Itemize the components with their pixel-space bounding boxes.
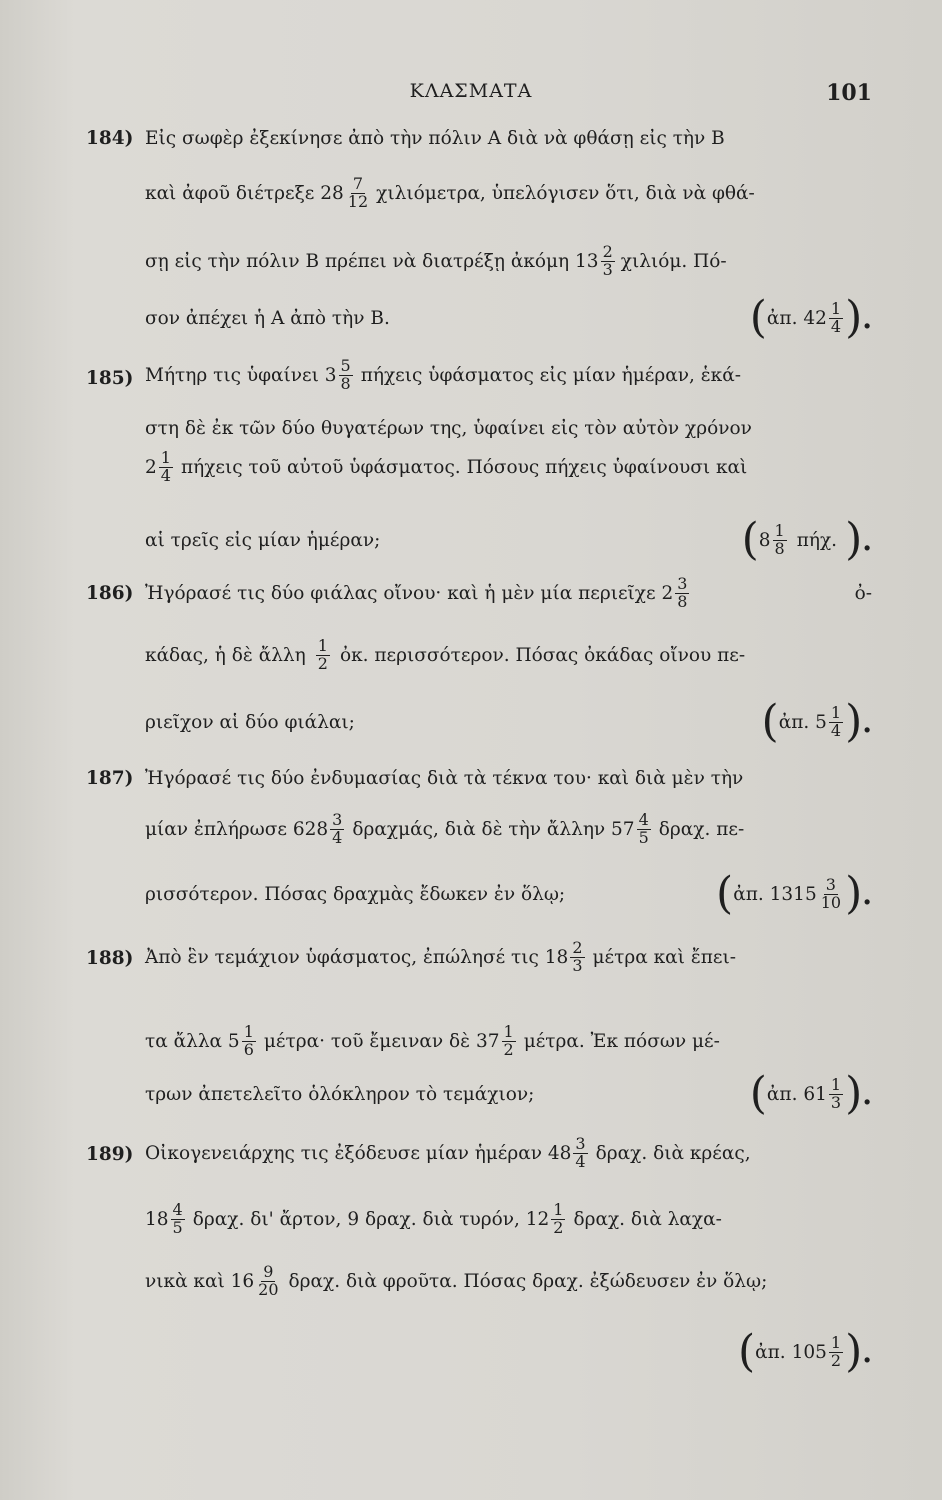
fraction — [601, 244, 615, 279]
text-segment: ὀ- — [854, 582, 872, 604]
fraction — [242, 1024, 256, 1059]
denominator: 3 — [602, 259, 613, 279]
problem-line — [145, 450, 872, 485]
problem-line — [145, 1024, 872, 1059]
denominator: 20 — [258, 1279, 279, 1299]
numerator: 1 — [830, 1332, 842, 1352]
denominator: 8 — [340, 373, 351, 393]
text-segment: ριεῖχον αἱ δύο φιάλαι; — [145, 711, 355, 733]
numerator: 3 — [677, 574, 688, 593]
problem-line — [145, 244, 872, 279]
answer-label: ἀπ. 1315 — [733, 883, 817, 905]
denominator: 3 — [830, 1092, 842, 1112]
answer: ( ἀπ. 42 $\frac{1}{4}$ ) . — [749, 292, 872, 343]
problem-line — [145, 1136, 872, 1171]
problem-number: 186) — [86, 583, 134, 604]
denominator: 5 — [172, 1217, 183, 1237]
denominator: 3 — [572, 955, 583, 975]
answer-label: ἀπ. 61 — [766, 1083, 827, 1105]
text-segment: νικὰ καὶ 16 — [145, 1270, 255, 1292]
problem-line — [145, 576, 872, 611]
text-segment: χιλιόμ. Πό- — [620, 250, 727, 272]
denominator: 4 — [332, 827, 343, 847]
text-segment: σῃ εἰς τὴν πόλιν Β πρέπει νὰ διατρέξῃ ἀκόμη 13 — [145, 250, 599, 272]
numerator: 1 — [317, 636, 328, 655]
fraction — [346, 176, 370, 211]
numerator: 3 — [825, 874, 836, 894]
denominator: 2 — [503, 1039, 514, 1059]
problem-line — [145, 696, 872, 747]
text-segment: ὀκ. περισσότερον. Πόσας ὀκάδας οἴνου πε- — [339, 644, 746, 666]
problem-number: 187) — [86, 768, 134, 789]
numerator: 1 — [553, 1200, 564, 1219]
fraction — [819, 874, 843, 912]
text-segment: μέτρα· τοῦ ἔμειναν δὲ 37 — [263, 1030, 500, 1052]
numerator: 2 — [572, 938, 583, 957]
denominator: 2 — [830, 1350, 842, 1370]
numerator: 1 — [830, 702, 842, 722]
denominator: 12 — [347, 191, 369, 211]
fraction — [637, 812, 651, 847]
text-segment: Ἀπὸ ἓν τεμάχιον ὑφάσματος, ἐπώλησέ τις 18 — [145, 946, 569, 968]
numerator: 4 — [172, 1200, 183, 1219]
denominator: 2 — [317, 653, 328, 673]
answer: ( ἀπ. 61 $\frac{1}{3}$ ) . — [749, 1068, 872, 1119]
numerator: 1 — [160, 448, 171, 467]
answer-label: ἀπ. 105 — [755, 1341, 827, 1363]
denominator: 8 — [677, 591, 688, 611]
fraction — [829, 702, 843, 740]
text-segment: πήχεις ὑφάσματος εἰς μίαν ἡμέραν, ἑκά- — [360, 364, 741, 386]
text-segment: δραχμάς, διὰ δὲ τὴν ἄλλην 57 — [352, 818, 635, 840]
text-segment: ρισσότερον. Πόσας δραχμὰς ἔδωκεν ἐν ὅλῳ; — [145, 883, 566, 905]
denominator: 8 — [774, 538, 785, 558]
denominator: 4 — [160, 465, 171, 485]
problem-line — [145, 638, 872, 673]
problem-line: στη δὲ ἐκ τῶν δύο θυγατέρων της, ὑφαίνει εἰς τὸν αὐτὸν χρόνον — [145, 418, 752, 439]
numerator: 5 — [340, 356, 351, 375]
denominator: 4 — [830, 720, 842, 740]
problem-number: 188) — [86, 948, 134, 969]
text-segment: τα ἄλλα 5 — [145, 1030, 240, 1052]
answer: ( ἀπ. 5 $\frac{1}{4}$ ) . — [761, 696, 872, 747]
numerator: 1 — [774, 520, 785, 540]
problem-line — [145, 940, 872, 975]
fraction — [551, 1202, 565, 1237]
problem-number: 185) — [86, 368, 134, 389]
numerator: 2 — [602, 242, 613, 261]
text-segment: δραχ. διὰ λαχα- — [573, 1208, 722, 1230]
text-segment: Ἠγόρασέ τις δύο φιάλας οἴνου· καὶ ἡ μὲν μία περιεῖχε 2 — [145, 582, 674, 604]
numerator: 9 — [263, 1262, 274, 1281]
problem-line — [145, 176, 872, 211]
numerator: 7 — [352, 174, 364, 193]
problem-line — [145, 1264, 872, 1299]
text-segment: Μήτηρ τις ὑφαίνει 3 — [145, 364, 337, 386]
denominator: 4 — [575, 1151, 586, 1171]
text-segment: μίαν ἐπλήρωσε 628 — [145, 818, 329, 840]
text-segment: δραχ. δι' ἄρτον, 9 δραχ. διὰ τυρόν, 12 — [192, 1208, 550, 1230]
problem-line — [145, 1326, 872, 1377]
fraction — [256, 1264, 280, 1299]
text-segment: δραχ. διὰ κρέας, — [595, 1142, 751, 1164]
text-segment: κάδας, ἡ δὲ ἄλλη — [145, 644, 306, 666]
answer-label: ἀπ. 5 — [778, 711, 827, 733]
fraction — [829, 1074, 843, 1112]
text-segment: τρων ἀπετελεῖτο ὁλόκληρον τὸ τεμάχιον; — [145, 1083, 535, 1105]
fraction — [570, 940, 584, 975]
answer-label: ἀπ. 42 — [766, 307, 827, 329]
denominator: 4 — [830, 316, 842, 336]
answer-label: 8 — [758, 529, 771, 551]
numerator: 4 — [638, 810, 649, 829]
text-segment: δραχ. πε- — [658, 818, 745, 840]
fraction — [573, 1136, 587, 1171]
text-segment: δραχ. διὰ φροῦτα. Πόσας δραχ. ἐξώδευσεν ἐν ὅλῳ; — [288, 1270, 768, 1292]
numerator: 1 — [830, 298, 842, 318]
page-title: ΚΛΑΣΜΑΤΑ — [409, 80, 533, 102]
answer: ( 8 $\frac{1}{8}$ πήχ. ) . — [741, 514, 872, 565]
fraction — [159, 450, 173, 485]
text-segment: 18 — [145, 1208, 169, 1230]
numerator: 3 — [332, 810, 343, 829]
numerator: 3 — [575, 1134, 586, 1153]
numerator: 1 — [830, 1074, 842, 1094]
answer: ( ἀπ. 1315 $\frac{3}{10}$ ) . — [716, 868, 872, 919]
text-segment: σον ἀπέχει ἡ Α ἀπὸ τὴν Β. — [145, 307, 390, 329]
text-segment: μέτρα καὶ ἔπει- — [592, 946, 736, 968]
fraction — [171, 1202, 185, 1237]
problem-line — [145, 292, 872, 343]
problem-number: 184) — [86, 128, 134, 149]
problem-line — [145, 1202, 872, 1237]
denominator: 5 — [638, 827, 649, 847]
problem-number: 189) — [86, 1144, 134, 1165]
problem-line: Εἰς σωφὲρ ἐξεκίνησε ἀπὸ τὴν πόλιν Α διὰ νὰ φθάσῃ εἰς τὴν Β — [145, 128, 725, 149]
text-segment: Οἰκογενειάρχης τις ἐξόδευσε μίαν ἡμέραν 48 — [145, 1142, 572, 1164]
fraction — [829, 1332, 843, 1370]
fraction — [339, 358, 353, 393]
denominator: 10 — [820, 892, 842, 912]
fraction — [502, 1024, 516, 1059]
denominator: 6 — [243, 1039, 254, 1059]
problem-line — [145, 812, 872, 847]
text-segment: πήχεις τοῦ αὐτοῦ ὑφάσματος. Πόσους πήχεις ὑφαίνουσι καὶ — [180, 456, 748, 478]
text-segment: χιλιόμετρα, ὑπελόγισεν ὅτι, διὰ νὰ φθά- — [376, 182, 755, 204]
text-segment: καὶ ἀφοῦ διέτρεξε 28 — [145, 182, 344, 204]
fraction — [829, 298, 843, 336]
fraction — [316, 638, 330, 673]
text-segment: 2 — [145, 456, 157, 478]
answer-unit: πήχ. — [796, 529, 838, 551]
problem-line — [145, 868, 872, 919]
answer: ( ἀπ. 105 $\frac{1}{2}$ ) . — [737, 1326, 872, 1377]
numerator: 1 — [503, 1022, 514, 1041]
problem-line: Ἠγόρασέ τις δύο ἐνδυμασίας διὰ τὰ τέκνα του· καὶ διὰ μὲν τὴν — [145, 768, 744, 789]
text-segment: αἱ τρεῖς εἰς μίαν ἡμέραν; — [145, 529, 381, 551]
fraction — [773, 520, 787, 558]
denominator: 2 — [553, 1217, 564, 1237]
fraction — [675, 576, 689, 611]
page-number: 101 — [826, 80, 872, 106]
fraction — [330, 812, 344, 847]
text-segment: μέτρα. Ἐκ πόσων μέ- — [523, 1030, 720, 1052]
problem-line — [145, 514, 872, 565]
problem-line — [145, 358, 872, 393]
problem-line — [145, 1068, 872, 1119]
numerator: 1 — [243, 1022, 254, 1041]
